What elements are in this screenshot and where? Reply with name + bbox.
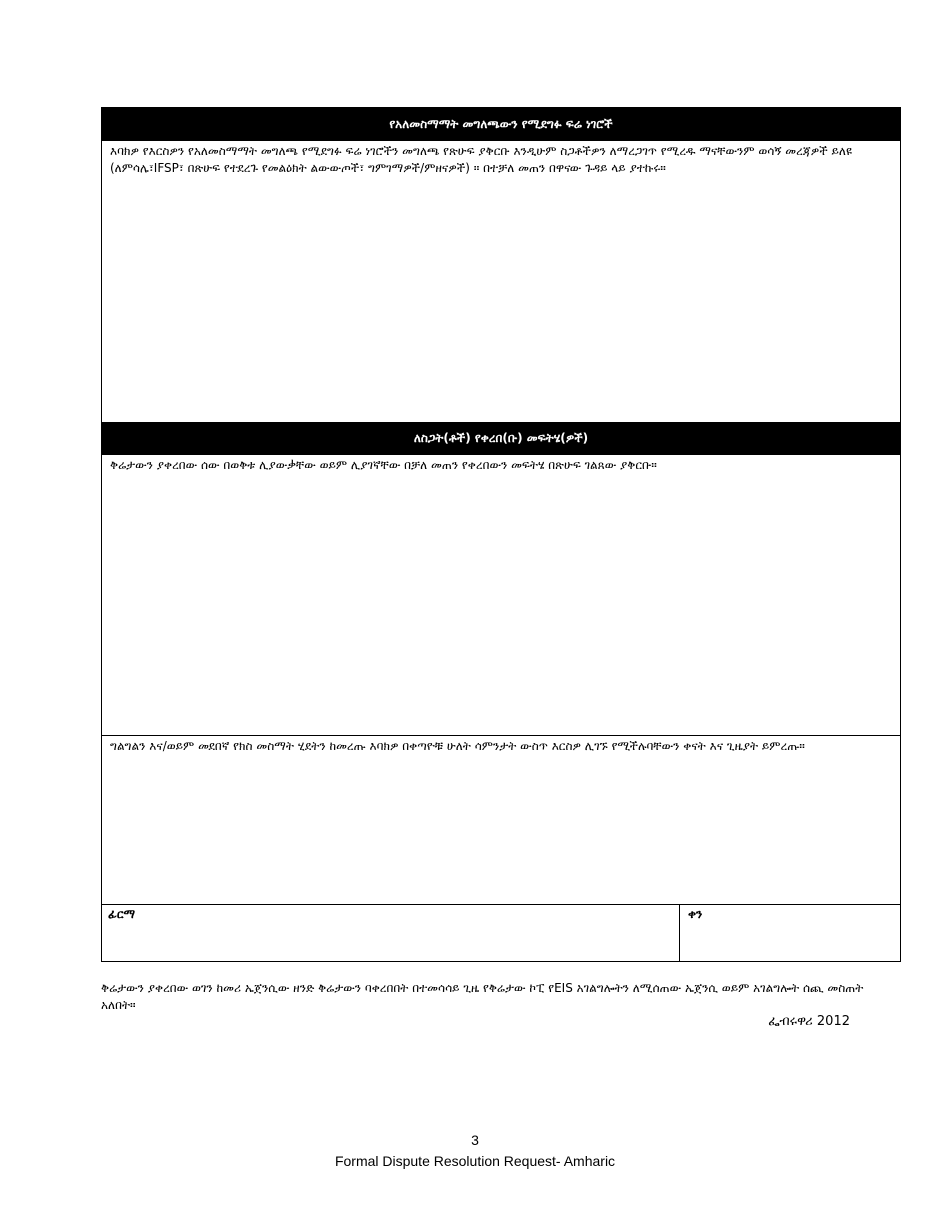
date-label: ቀን [688,907,703,921]
date-field[interactable] [680,905,900,961]
signature-date-row [102,904,900,961]
supporting-facts-header: የአለመስማማት መግለጫውን የሚደግፉ ፍሬ ነገሮች [102,108,900,141]
proposed-resolution-field[interactable] [102,455,900,735]
footer-title: Formal Dispute Resolution Request- Amharic [334,1153,616,1169]
supporting-facts-field[interactable] [102,141,900,422]
copy-instruction-note: ቅሬታውን ያቀረበው ወገን ከመሪ ኤጀንሲው ዘንድ ቅሬታውን ባቀረበበት በተመሳሳይ ጊዜ የቅሬታው ኮፒ የEIS አገልግሎትን ለሚሰጠው ኤጀንሲ ወይም አገልግሎት ሰጪ መስጠት አለበት። [101,981,864,1012]
page-number: 3 [471,1132,479,1148]
availability-field[interactable] [102,735,900,904]
supporting-facts-instruction: እባክዎ የእርስዎን የአለመስማማት መግለጫ የሚደግፉ ፍሬ ነገሮችን መግለጫ የጽሁፍ ያቅርቡ እንዲሁም ስጋቶችዎን ለማረጋገጥ የሚረዱ ማናቸውንም ወሳኝ መረጃዎች ይለዩ (ለምሳሌ፣IFSP፣ በጽሁፍ የተደረጉ የመልዕክት ልውውጦች፣ ግምገማዎች/ምዘናዎች) ። በተቻለ መጠን በዋናው ጉዳይ ላይ ያተኩሩ። [110,144,852,175]
proposed-resolution-header: ለስጋት(ቶች) የቀረበ(ቡ) መፍትሄ(ዎች) [102,422,900,455]
signature-field[interactable] [102,905,680,961]
availability-instruction: ግልግልን እና/ወይም መደበኛ የክስ መስማት ሂደትን ከመረጡ እባክዎ በቀጣዮቹ ሁለት ሳምንታት ውስጥ እርስዎ ሊገኙ የሚችሉባቸውን ቀናት እና ጊዜያት ይምረጡ። [110,739,805,753]
version-date: ፌብሩዋሪ 2012 [768,1014,850,1029]
proposed-resolution-instruction: ቅሬታውን ያቀረበው ሰው በወቅቱ ሊያውቃቸው ወይም ሊያገኛቸው በቻለ መጠን የቀረበውን መፍትሄ በጽሁፍ ገልጸው ያቅርቡ። [110,458,657,472]
signature-label: ፊርማ [108,907,136,921]
dispute-form-table [101,107,901,962]
